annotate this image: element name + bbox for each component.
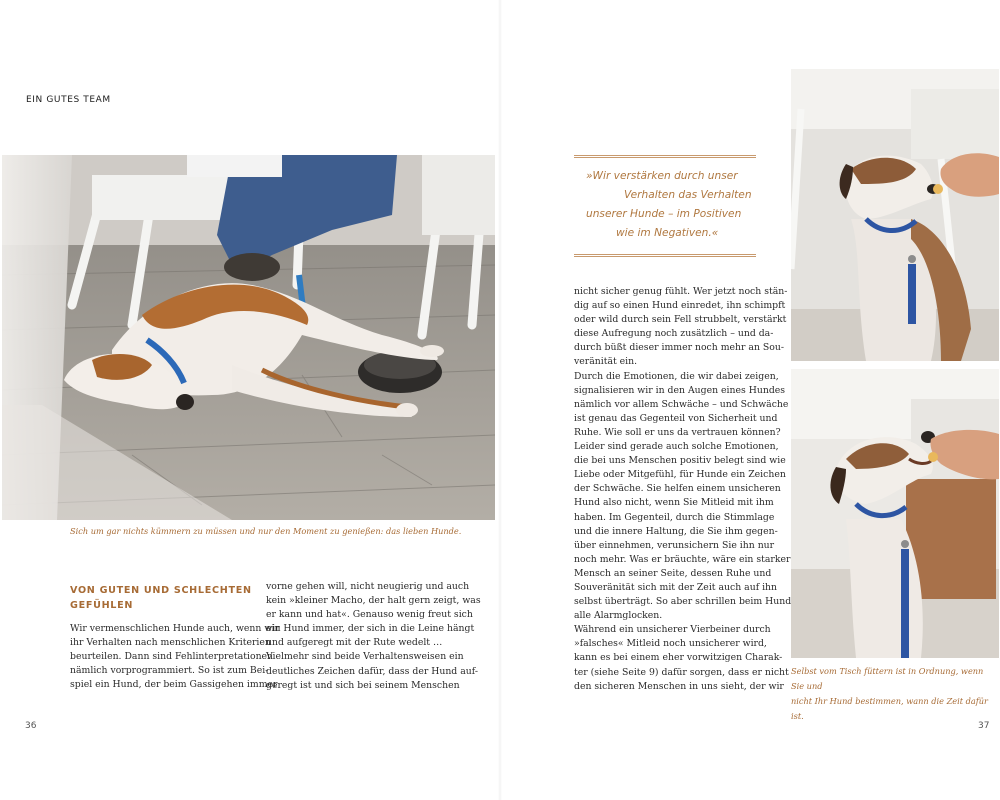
text-line: haben. Im Gegenteil, durch die Stimmlage — [574, 511, 775, 523]
text-line: oder wild durch sein Fell strubbelt, verstärkt — [574, 314, 787, 326]
text-line: Durch die Emotionen, die wir dabei zeigen, — [574, 370, 779, 382]
text-line: Hund also nicht, wenn Sie Mitleid mit ihm — [574, 497, 774, 509]
text-line: nämlich vorprogrammiert. So ist zum Bei- — [70, 665, 269, 677]
text-line: Liebe oder Mitgefühl, für Hunde ein Zeichen — [574, 469, 786, 481]
text-line: deutliches Zeichen dafür, dass der Hund auf- — [266, 665, 478, 677]
text-line: Leider sind gerade auch solche Emotionen, — [574, 441, 779, 453]
text-line: selbst überträgt. So aber schrillen beim Hund — [574, 596, 792, 608]
text-line: »falsches« Mitleid noch unsicherer wird, — [574, 638, 767, 650]
text-line: veränität ein. — [574, 356, 638, 368]
text-line: Während ein unsicherer Vierbeiner durch — [574, 624, 771, 636]
text-line: diese Aufregung noch zusätzlich – und da- — [574, 328, 774, 340]
text-line: noch mehr. Was er bräuchte, wäre ein starker — [574, 553, 791, 565]
text-line: Mensch an seiner Seite, dessen Ruhe und — [574, 567, 772, 579]
text-line: der Schwäche. Sie helfen einem unsicheren — [574, 483, 781, 495]
text-line: und die innere Haltung, die Sie ihm gegen- — [574, 525, 778, 537]
text-line: spiel ein Hund, der beim Gassigehen immer — [70, 679, 278, 691]
caption-main-photo: Sich um gar nichts kümmern zu müssen und nur den Moment zu genießen: das lieben Hunde. — [70, 526, 462, 536]
photo-greyhound-treat-top — [791, 69, 999, 361]
text-line: Souveränität sich mit der Zeit auch auf ihn — [574, 581, 778, 593]
text-line: dig auf so einen Hund einredet, ihn schimpft — [574, 300, 786, 312]
text-line: kein »kleiner Macho, der halt gern zeigt, was — [266, 595, 481, 607]
text-line: beurteilen. Dann sind Fehlinterpretationen — [70, 651, 274, 663]
running-head: EIN GUTES TEAM — [26, 95, 111, 105]
body-column-2 — [266, 580, 481, 693]
text-line: nämlich vor allem Schwäche – und Schwäche — [574, 398, 789, 410]
text-line: Ruhe. Wie soll er uns da vertrauen können? — [574, 426, 781, 438]
caption-line: Selbst vom Tisch füttern ist in Ordnung, wenn Sie und — [791, 666, 984, 691]
page-number-right: 37 — [978, 721, 990, 731]
body-column-3 — [574, 285, 792, 694]
quote-line: Verhalten das Verhalten — [624, 189, 752, 201]
text-line: nicht sicher genug fühlt. Wer jetzt noch stän- — [574, 286, 788, 297]
text-line: signalisieren wir in den Augen eines Hundes — [574, 384, 786, 396]
text-line: ter (siehe Seite 9) dafür sorgen, dass er nicht — [574, 666, 789, 678]
quote-rule-top — [574, 155, 756, 158]
text-line: er kann und hat«. Genauso wenig freut sich — [266, 609, 473, 621]
pull-quote — [574, 155, 756, 257]
text-line: den sicheren Menschen in uns sieht, der wir — [574, 680, 784, 692]
quote-line: wie im Negativen.« — [616, 227, 719, 239]
body-column-1 — [70, 622, 280, 692]
text-line: ihr Verhalten nach menschlichen Kriterien — [70, 637, 271, 649]
section-heading — [70, 583, 260, 613]
heading-line: GEFÜHLEN — [70, 600, 134, 611]
text-line: die bei uns Menschen positiv belegt sind wie — [574, 455, 786, 467]
text-line: geregt ist und sich bei seinem Menschen — [266, 679, 460, 691]
quote-line: unserer Hunde – im Positiven — [586, 208, 742, 220]
text-line: Vielmehr sind beide Verhaltensweisen ein — [266, 651, 464, 663]
quote-rule-bottom — [574, 254, 756, 257]
gutter-shadow — [498, 0, 502, 800]
text-line: ist genau das Gegenteil von Sicherheit und — [574, 412, 778, 424]
text-line: Wir vermenschlichen Hunde auch, wenn wir — [70, 623, 280, 634]
caption-right-photos — [791, 664, 996, 724]
text-line: und aufgeregt mit der Rute wedelt … — [266, 637, 443, 649]
photo-greyhound-treat-bottom — [791, 369, 999, 658]
photo-sleeping-greyhound — [2, 155, 495, 520]
text-line: durch büßt dieser immer noch mehr an Sou- — [574, 342, 784, 354]
page-number-left: 36 — [25, 721, 37, 731]
heading-line: VON GUTEN UND SCHLECHTEN — [70, 585, 252, 596]
text-line: kann es bei einem eher vorwitzigen Charak- — [574, 652, 783, 664]
text-line: vorne gehen will, nicht neugierig und auch — [266, 581, 470, 592]
text-line: über einnehmen, verunsichern Sie ihn nur — [574, 539, 775, 551]
quote-line: »Wir verstärken durch unser — [586, 170, 738, 182]
text-line: alle Alarmglocken. — [574, 610, 663, 622]
caption-line: nicht Ihr Hund bestimmen, wann die Zeit dafür ist. — [791, 696, 988, 721]
text-line: ein Hund immer, der sich in die Leine hängt — [266, 623, 475, 635]
